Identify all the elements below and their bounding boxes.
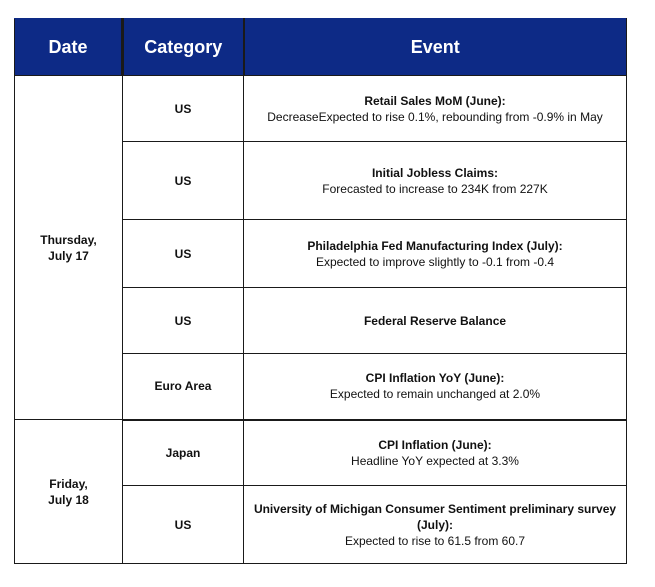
- event-cell: [244, 220, 627, 288]
- event-cell: [244, 142, 627, 220]
- event-title: CPI Inflation (June):: [378, 437, 492, 452]
- category-cell: US: [123, 288, 244, 354]
- category-cell: Euro Area: [123, 354, 244, 420]
- event-cell: [244, 288, 627, 354]
- event-title: Initial Jobless Claims:: [371, 165, 499, 180]
- date-day: July 18: [48, 492, 89, 507]
- event-detail: DecreaseExpected to rise 0.1%, rebounding from -0.9% in May: [267, 109, 603, 124]
- date-day: July 17: [48, 248, 89, 263]
- date-cell-friday: [15, 420, 123, 564]
- date-weekday: Thursday,: [40, 232, 97, 247]
- category-cell: US: [123, 486, 244, 564]
- event-title: University of Michigan Consumer Sentiment preliminary survey (July):: [253, 501, 617, 532]
- event-cell: [244, 76, 627, 142]
- event-title: CPI Inflation YoY (June):: [365, 371, 505, 386]
- header-row: [15, 19, 627, 76]
- event-detail: Headline YoY expected at 3.3%: [351, 453, 519, 468]
- event-detail: Expected to rise to 61.5 from 60.7: [344, 533, 526, 548]
- table-row: [15, 76, 627, 142]
- event-title: Philadelphia Fed Manufacturing Index (July):: [307, 238, 563, 253]
- table-row: [15, 420, 627, 486]
- event-detail: Expected to remain unchanged at 2.0%: [329, 387, 541, 402]
- date-cell-thursday: [15, 76, 123, 420]
- economic-calendar-table: [14, 18, 627, 564]
- event-detail: Expected to improve slightly to -0.1 from -0.4: [315, 254, 555, 269]
- header-date: Date: [15, 19, 123, 76]
- event-cell: [244, 420, 627, 486]
- event-cell: [244, 486, 627, 564]
- header-category: Category: [123, 19, 244, 76]
- header-event: Event: [244, 19, 627, 76]
- event-title: Federal Reserve Balance: [363, 313, 507, 328]
- event-cell: [244, 354, 627, 420]
- category-cell: Japan: [123, 420, 244, 486]
- category-cell: US: [123, 142, 244, 220]
- category-cell: US: [123, 220, 244, 288]
- date-weekday: Friday,: [49, 476, 88, 491]
- category-cell: US: [123, 76, 244, 142]
- event-detail: Forecasted to increase to 234K from 227K: [322, 181, 548, 196]
- event-title: Retail Sales MoM (June):: [364, 93, 506, 108]
